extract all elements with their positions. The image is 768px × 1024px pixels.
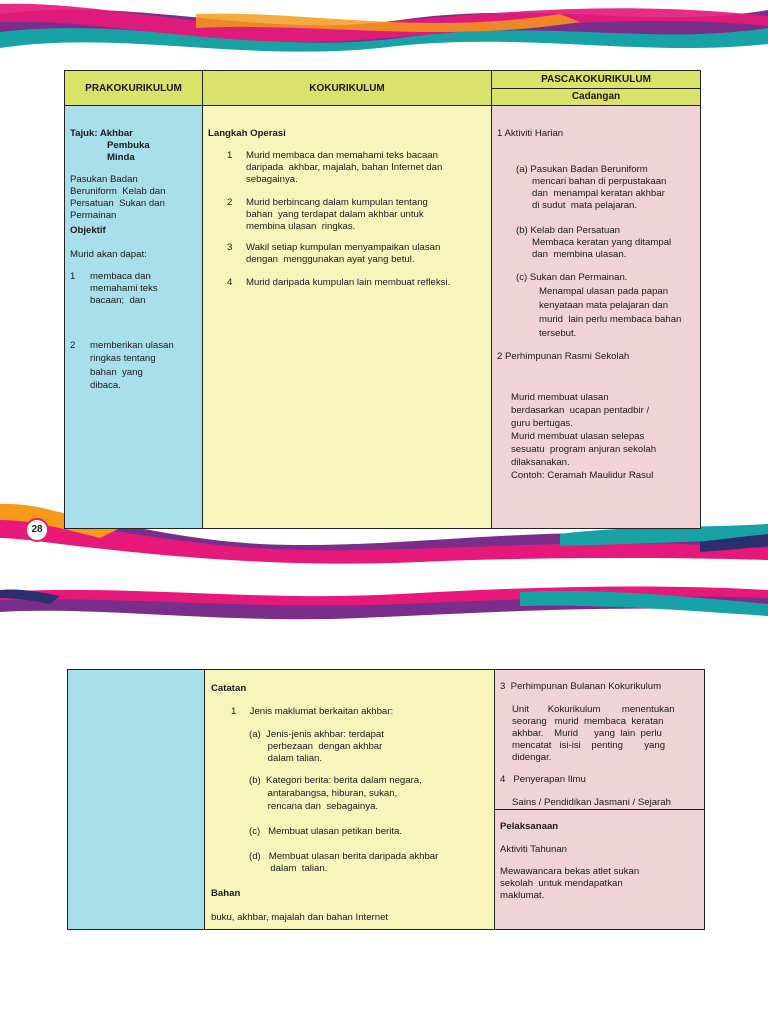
top-activity-table: [64, 70, 701, 529]
header-pra-label: PRAKOKURIKULUM: [85, 83, 182, 94]
pasca-c-line: Menampal ulasan pada papan: [539, 286, 669, 297]
pasca-column-bottom: [495, 670, 704, 929]
objective-1-number: 1: [70, 271, 76, 282]
catatan-a-line: perbezaan dengan akhbar: [249, 741, 383, 752]
header-kokurikulum: [203, 71, 492, 106]
perhimpunan-line: Murid membuat ulasan selepas: [511, 431, 645, 442]
tajuk-line-2: Pembuka: [107, 140, 150, 151]
bahan-heading: Bahan: [211, 888, 241, 899]
step-1-number: 1: [227, 150, 233, 161]
objective-2-line: ringkas tentang: [90, 353, 156, 364]
step-4-number: 4: [227, 277, 233, 288]
catatan-d-line: (d) Membuat ulasan berita daripada akhbar: [249, 851, 439, 862]
group-line: Persatuan Sukan dan: [70, 198, 165, 209]
pasca-a-line: dan menampal keratan akhbar: [516, 188, 665, 199]
header-cadangan: [492, 89, 700, 106]
catatan-a-line: (a) Jenis-jenis akhbar: terdapat: [249, 729, 384, 740]
unit-line: akhbar. Murid yang lain perlu: [512, 728, 662, 739]
pasca-c-line: kenyataan mata pelajaran dan: [539, 300, 669, 311]
step-3-line: dengan menggunakan ayat yang betul.: [246, 254, 415, 265]
ko-column-bottom: [205, 670, 495, 929]
perhimpunan-line: sesuatu program anjuran sekolah: [511, 444, 657, 455]
pasca-column: [492, 106, 700, 528]
group-line: Pasukan Badan: [70, 174, 138, 185]
group-line: Beruniform Kelab dan: [70, 186, 166, 197]
wawancara-line: maklumat.: [500, 890, 545, 901]
pelaksanaan-heading: Pelaksanaan: [500, 821, 559, 832]
catatan-item-1: 1 Jenis maklumat berkaitan akhbar:: [231, 706, 394, 717]
pasca-divider: [495, 809, 704, 810]
pasca-c-heading: (c) Sukan dan Permainan.: [516, 272, 628, 283]
header-pasca-label: PASCAKOKURIKULUM: [541, 74, 651, 85]
catatan-d-line: dalam talian.: [249, 863, 328, 874]
aktiviti-tahunan: Aktiviti Tahunan: [500, 844, 568, 855]
perhimpunan-line: berdasarkan ucapan pentadbir /: [511, 405, 650, 416]
step-1-line: sebagainya.: [246, 174, 298, 185]
pasca-a-line: mencari bahan di perpustakaan: [516, 176, 667, 187]
murid-line: Murid akan dapat:: [70, 249, 147, 260]
perhimpunan-line: Contoh: Ceramah Maulidur Rasul: [511, 470, 654, 481]
step-2-line: membina ulasan ringkas.: [246, 221, 356, 232]
perhimpunan-line: guru bertugas.: [511, 418, 573, 429]
unit-line: Unit Kokurikulum menentukan: [512, 704, 675, 715]
langkah-operasi-heading: Langkah Operasi: [208, 128, 286, 139]
pasca-a-line: di sudut mata pelajaran.: [516, 200, 638, 211]
unit-line: mencatat isi-isi penting yang: [512, 740, 666, 751]
catatan-b-line: antarabangsa, hiburan, sukan,: [249, 788, 398, 799]
objective-2-number: 2: [70, 340, 76, 351]
tajuk-line-3: Minda: [107, 152, 135, 163]
catatan-c-line: (c) Membuat ulasan petikan berita.: [249, 826, 403, 837]
step-4-line: Murid daripada kumpulan lain membuat refleksi.: [246, 277, 451, 288]
pra-column: [65, 106, 203, 528]
objektif-heading: Objektif: [70, 225, 106, 236]
catatan-b-line: rencana dan sebagainya.: [249, 801, 379, 812]
objective-1-line: memahami teks: [90, 283, 158, 294]
perhimpunan-bulanan: 3 Perhimpunan Bulanan Kokurikulum: [500, 681, 662, 692]
objective-2-line: dibaca.: [90, 380, 121, 391]
header-prakokurikulum: [65, 71, 203, 106]
unit-line: didengar.: [512, 752, 552, 763]
catatan-heading: Catatan: [211, 683, 247, 694]
pasca-b-line: dan membina ulasan.: [516, 249, 627, 260]
header-ko-label: KOKURIKULUM: [309, 83, 385, 94]
step-3-number: 3: [227, 242, 233, 253]
step-3-line: Wakil setiap kumpulan menyampaikan ulasan: [246, 242, 441, 253]
objective-1-line: membaca dan: [90, 271, 151, 282]
objective-2-line: bahan yang: [90, 367, 143, 378]
step-2-number: 2: [227, 197, 233, 208]
page-number-badge: 28: [25, 518, 49, 542]
pra-column-bottom: [68, 670, 205, 929]
pasca-c-line: murid lain perlu membaca bahan: [539, 314, 682, 325]
wawancara-line: sekolah untuk mendapatkan: [500, 878, 623, 889]
group-line: Permainan: [70, 210, 117, 221]
tajuk-label: Tajuk: Akhbar: [70, 128, 133, 139]
catatan-b-line: (b) Kategori berita: berita dalam negara,: [249, 775, 422, 786]
perhimpunan-line: Murid membuat ulasan: [511, 392, 609, 403]
step-1-line: Murid membaca dan memahami teks bacaan: [246, 150, 438, 161]
penyerapan-ilmu: 4 Penyerapan Ilmu: [500, 774, 586, 785]
aktiviti-harian: 1 Aktiviti Harian: [497, 128, 564, 139]
header-cadangan-label: Cadangan: [571, 91, 621, 102]
subjects-line: Sains / Pendidikan Jasmani / Sejarah: [512, 797, 671, 808]
pasca-a-line: (a) Pasukan Badan Beruniform: [516, 164, 648, 175]
perhimpunan-line: dilaksanakan.: [511, 457, 570, 468]
top-decorative-band: [0, 0, 768, 62]
ko-column: [203, 106, 492, 528]
header-pascakokurikulum: [492, 71, 700, 89]
objective-1-line: bacaan; dan: [90, 295, 146, 306]
wawancara-line: Mewawancara bekas atlet sukan: [500, 866, 640, 877]
unit-line: seorang murid membaca keratan: [512, 716, 664, 727]
step-2-line: bahan yang terdapat dalam akhbar untuk: [246, 209, 424, 220]
bahan-text: buku, akhbar, majalah dan bahan Internet: [211, 912, 389, 923]
pasca-b-line: (b) Kelab dan Persatuan: [516, 225, 620, 236]
catatan-a-line: dalam talian.: [249, 753, 323, 764]
pasca-b-line: Membaca keratan yang ditampal: [516, 237, 672, 248]
step-1-line: daripada akhbar, majalah, bahan Internet dan: [246, 162, 443, 173]
step-2-line: Murid berbincang dalam kumpulan tentang: [246, 197, 428, 208]
middle-decorative-band-bottom: [0, 582, 768, 624]
bottom-activity-table: [67, 669, 705, 930]
objective-2-line: memberikan ulasan: [90, 340, 174, 351]
pasca-c-line: tersebut.: [539, 328, 577, 339]
perhimpunan-rasmi: 2 Perhimpunan Rasmi Sekolah: [497, 351, 630, 362]
